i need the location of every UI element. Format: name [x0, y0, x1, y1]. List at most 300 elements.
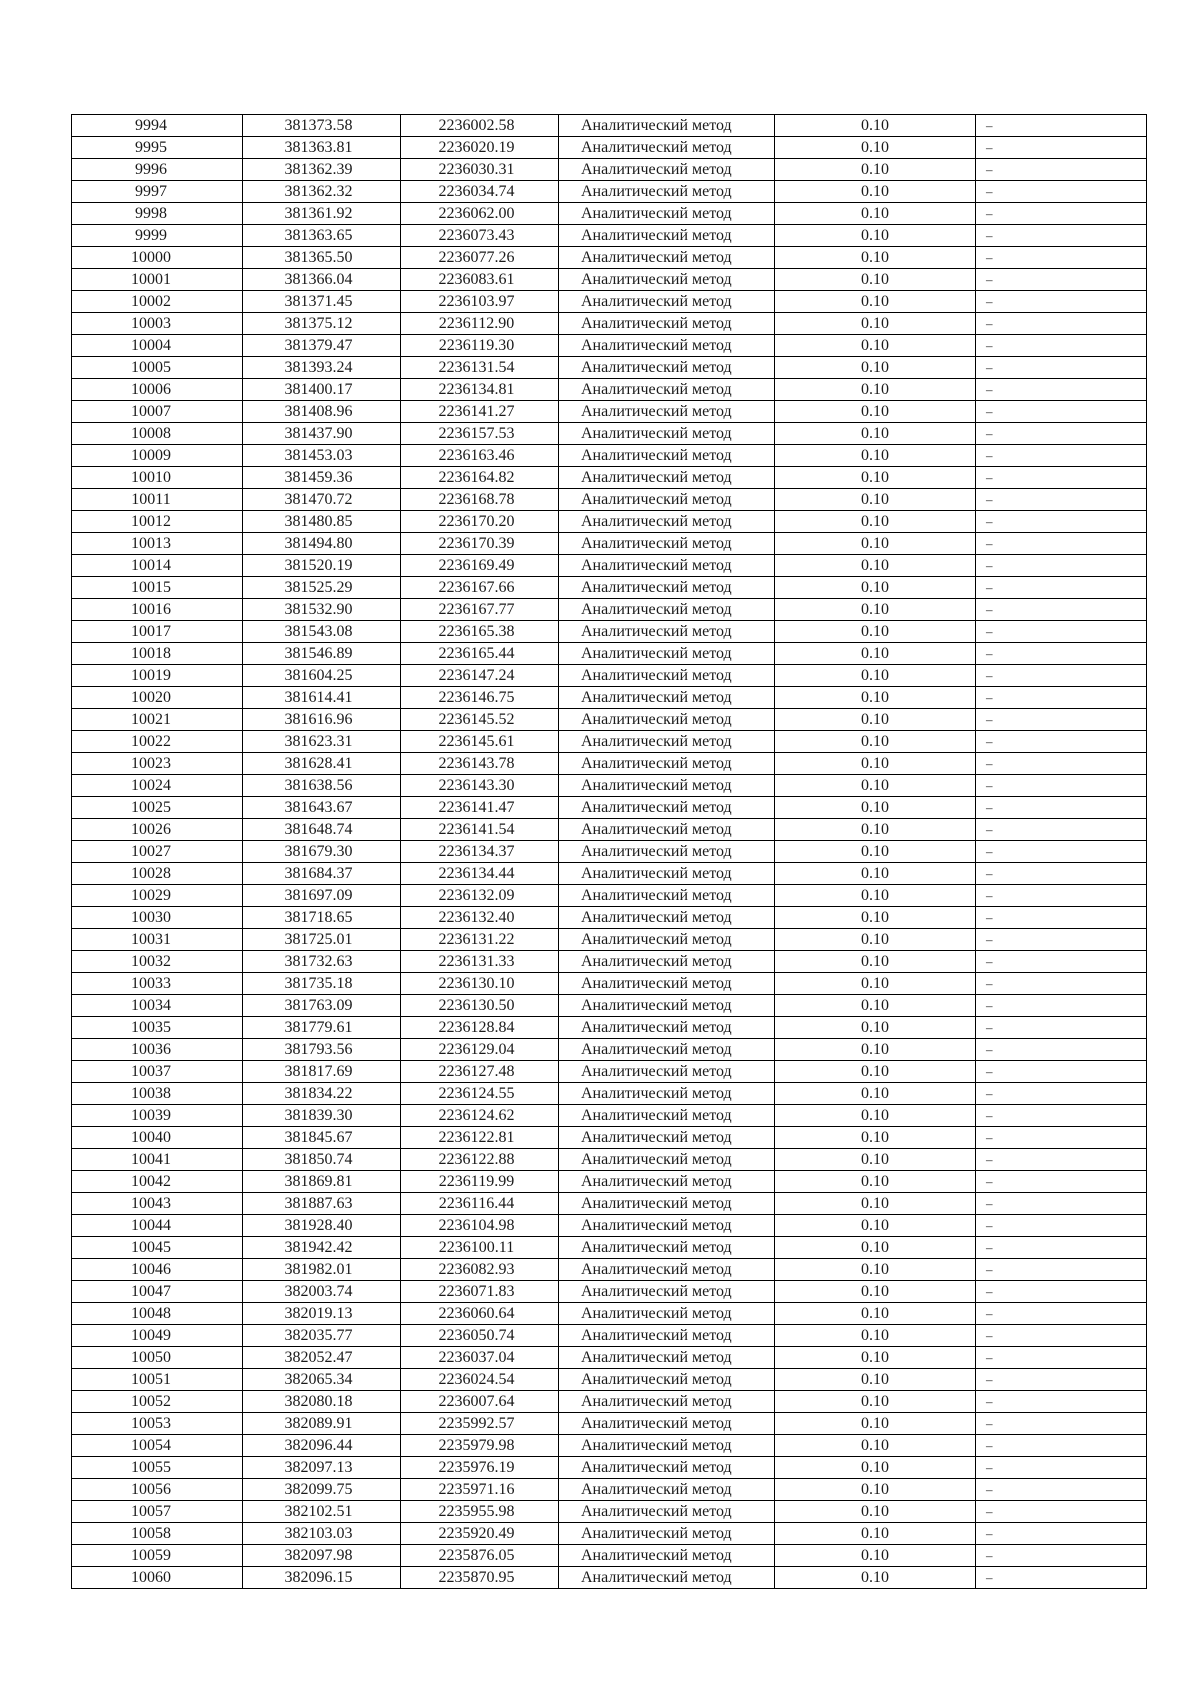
table-row	[72, 401, 1147, 423]
description-cell: –	[976, 1369, 1147, 1391]
table-row	[72, 1237, 1147, 1259]
y-coordinate-cell: 2236130.10	[401, 973, 559, 995]
method-cell: Аналитический метод	[559, 1303, 775, 1325]
point-number-cell: 10050	[72, 1347, 243, 1369]
description-cell: –	[976, 357, 1147, 379]
method-cell: Аналитический метод	[559, 1567, 775, 1589]
x-coordinate-cell: 382089.91	[243, 1413, 401, 1435]
method-cell: Аналитический метод	[559, 555, 775, 577]
coordinates-table-body	[72, 115, 1147, 1589]
method-cell: Аналитический метод	[559, 665, 775, 687]
point-number-cell: 10048	[72, 1303, 243, 1325]
y-coordinate-cell: 2236141.54	[401, 819, 559, 841]
table-row	[72, 1039, 1147, 1061]
description-cell: –	[976, 775, 1147, 797]
table-row	[72, 1105, 1147, 1127]
method-cell: Аналитический метод	[559, 225, 775, 247]
y-coordinate-cell: 2235955.98	[401, 1501, 559, 1523]
table-row	[72, 291, 1147, 313]
method-cell: Аналитический метод	[559, 1061, 775, 1083]
description-cell: –	[976, 313, 1147, 335]
y-coordinate-cell: 2236119.99	[401, 1171, 559, 1193]
y-coordinate-cell: 2235876.05	[401, 1545, 559, 1567]
y-coordinate-cell: 2236034.74	[401, 181, 559, 203]
x-coordinate-cell: 382080.18	[243, 1391, 401, 1413]
accuracy-cell: 0.10	[775, 401, 976, 423]
method-cell: Аналитический метод	[559, 313, 775, 335]
table-row	[72, 1083, 1147, 1105]
y-coordinate-cell: 2236082.93	[401, 1259, 559, 1281]
y-coordinate-cell: 2236143.30	[401, 775, 559, 797]
table-row	[72, 1369, 1147, 1391]
y-coordinate-cell: 2236129.04	[401, 1039, 559, 1061]
point-number-cell: 10007	[72, 401, 243, 423]
point-number-cell: 10009	[72, 445, 243, 467]
table-row	[72, 973, 1147, 995]
method-cell: Аналитический метод	[559, 423, 775, 445]
description-cell: –	[976, 665, 1147, 687]
accuracy-cell: 0.10	[775, 1259, 976, 1281]
description-cell: –	[976, 1237, 1147, 1259]
point-number-cell: 10018	[72, 643, 243, 665]
accuracy-cell: 0.10	[775, 753, 976, 775]
y-coordinate-cell: 2236134.44	[401, 863, 559, 885]
point-number-cell: 10002	[72, 291, 243, 313]
x-coordinate-cell: 381725.01	[243, 929, 401, 951]
table-row	[72, 1259, 1147, 1281]
description-cell: –	[976, 643, 1147, 665]
method-cell: Аналитический метод	[559, 533, 775, 555]
point-number-cell: 10052	[72, 1391, 243, 1413]
table-row	[72, 533, 1147, 555]
y-coordinate-cell: 2236145.61	[401, 731, 559, 753]
table-row	[72, 1061, 1147, 1083]
point-number-cell: 10060	[72, 1567, 243, 1589]
method-cell: Аналитический метод	[559, 775, 775, 797]
x-coordinate-cell: 381361.92	[243, 203, 401, 225]
table-row	[72, 1391, 1147, 1413]
x-coordinate-cell: 381616.96	[243, 709, 401, 731]
method-cell: Аналитический метод	[559, 445, 775, 467]
y-coordinate-cell: 2236073.43	[401, 225, 559, 247]
table-row	[72, 137, 1147, 159]
description-cell: –	[976, 423, 1147, 445]
description-cell: –	[976, 1193, 1147, 1215]
accuracy-cell: 0.10	[775, 1303, 976, 1325]
accuracy-cell: 0.10	[775, 907, 976, 929]
accuracy-cell: 0.10	[775, 1391, 976, 1413]
method-cell: Аналитический метод	[559, 1039, 775, 1061]
x-coordinate-cell: 381375.12	[243, 313, 401, 335]
y-coordinate-cell: 2236037.04	[401, 1347, 559, 1369]
point-number-cell: 9996	[72, 159, 243, 181]
method-cell: Аналитический метод	[559, 1413, 775, 1435]
accuracy-cell: 0.10	[775, 181, 976, 203]
accuracy-cell: 0.10	[775, 225, 976, 247]
method-cell: Аналитический метод	[559, 1369, 775, 1391]
method-cell: Аналитический метод	[559, 731, 775, 753]
description-cell: –	[976, 533, 1147, 555]
x-coordinate-cell: 381628.41	[243, 753, 401, 775]
table-row	[72, 1215, 1147, 1237]
description-cell: –	[976, 115, 1147, 137]
table-row	[72, 159, 1147, 181]
method-cell: Аналитический метод	[559, 137, 775, 159]
point-number-cell: 10051	[72, 1369, 243, 1391]
y-coordinate-cell: 2236030.31	[401, 159, 559, 181]
point-number-cell: 10014	[72, 555, 243, 577]
table-row	[72, 1149, 1147, 1171]
table-row	[72, 819, 1147, 841]
description-cell: –	[976, 335, 1147, 357]
accuracy-cell: 0.10	[775, 1347, 976, 1369]
description-cell: –	[976, 1501, 1147, 1523]
point-number-cell: 10012	[72, 511, 243, 533]
point-number-cell: 10017	[72, 621, 243, 643]
point-number-cell: 9999	[72, 225, 243, 247]
method-cell: Аналитический метод	[559, 973, 775, 995]
y-coordinate-cell: 2236104.98	[401, 1215, 559, 1237]
y-coordinate-cell: 2236143.78	[401, 753, 559, 775]
accuracy-cell: 0.10	[775, 555, 976, 577]
point-number-cell: 10015	[72, 577, 243, 599]
accuracy-cell: 0.10	[775, 1281, 976, 1303]
method-cell: Аналитический метод	[559, 247, 775, 269]
x-coordinate-cell: 381623.31	[243, 731, 401, 753]
accuracy-cell: 0.10	[775, 731, 976, 753]
point-number-cell: 10033	[72, 973, 243, 995]
x-coordinate-cell: 381525.29	[243, 577, 401, 599]
method-cell: Аналитический метод	[559, 1457, 775, 1479]
point-number-cell: 10054	[72, 1435, 243, 1457]
table-row	[72, 731, 1147, 753]
point-number-cell: 10058	[72, 1523, 243, 1545]
y-coordinate-cell: 2236103.97	[401, 291, 559, 313]
description-cell: –	[976, 1391, 1147, 1413]
point-number-cell: 10028	[72, 863, 243, 885]
y-coordinate-cell: 2235870.95	[401, 1567, 559, 1589]
y-coordinate-cell: 2236060.64	[401, 1303, 559, 1325]
description-cell: –	[976, 1567, 1147, 1589]
description-cell: –	[976, 1479, 1147, 1501]
y-coordinate-cell: 2236128.84	[401, 1017, 559, 1039]
x-coordinate-cell: 381887.63	[243, 1193, 401, 1215]
y-coordinate-cell: 2236083.61	[401, 269, 559, 291]
table-row	[72, 203, 1147, 225]
accuracy-cell: 0.10	[775, 841, 976, 863]
table-row	[72, 775, 1147, 797]
description-cell: –	[976, 445, 1147, 467]
method-cell: Аналитический метод	[559, 335, 775, 357]
point-number-cell: 10041	[72, 1149, 243, 1171]
accuracy-cell: 0.10	[775, 577, 976, 599]
y-coordinate-cell: 2236122.88	[401, 1149, 559, 1171]
x-coordinate-cell: 381520.19	[243, 555, 401, 577]
accuracy-cell: 0.10	[775, 357, 976, 379]
y-coordinate-cell: 2236077.26	[401, 247, 559, 269]
x-coordinate-cell: 381643.67	[243, 797, 401, 819]
x-coordinate-cell: 381697.09	[243, 885, 401, 907]
point-number-cell: 10027	[72, 841, 243, 863]
accuracy-cell: 0.10	[775, 951, 976, 973]
description-cell: –	[976, 159, 1147, 181]
table-row	[72, 181, 1147, 203]
accuracy-cell: 0.10	[775, 137, 976, 159]
point-number-cell: 10032	[72, 951, 243, 973]
point-number-cell: 10056	[72, 1479, 243, 1501]
table-row	[72, 1479, 1147, 1501]
x-coordinate-cell: 381817.69	[243, 1061, 401, 1083]
x-coordinate-cell: 381459.36	[243, 467, 401, 489]
x-coordinate-cell: 382065.34	[243, 1369, 401, 1391]
x-coordinate-cell: 381470.72	[243, 489, 401, 511]
point-number-cell: 10006	[72, 379, 243, 401]
point-number-cell: 9995	[72, 137, 243, 159]
accuracy-cell: 0.10	[775, 797, 976, 819]
table-row	[72, 1545, 1147, 1567]
x-coordinate-cell: 381371.45	[243, 291, 401, 313]
y-coordinate-cell: 2235979.98	[401, 1435, 559, 1457]
x-coordinate-cell: 381793.56	[243, 1039, 401, 1061]
method-cell: Аналитический метод	[559, 1545, 775, 1567]
x-coordinate-cell: 381366.04	[243, 269, 401, 291]
x-coordinate-cell: 381393.24	[243, 357, 401, 379]
description-cell: –	[976, 181, 1147, 203]
table-row	[72, 577, 1147, 599]
accuracy-cell: 0.10	[775, 687, 976, 709]
table-row	[72, 907, 1147, 929]
table-row	[72, 709, 1147, 731]
table-row	[72, 247, 1147, 269]
table-row	[72, 1193, 1147, 1215]
table-row	[72, 797, 1147, 819]
accuracy-cell: 0.10	[775, 863, 976, 885]
point-number-cell: 10035	[72, 1017, 243, 1039]
table-row	[72, 1303, 1147, 1325]
accuracy-cell: 0.10	[775, 643, 976, 665]
method-cell: Аналитический метод	[559, 863, 775, 885]
x-coordinate-cell: 381763.09	[243, 995, 401, 1017]
accuracy-cell: 0.10	[775, 1237, 976, 1259]
point-number-cell: 10031	[72, 929, 243, 951]
method-cell: Аналитический метод	[559, 687, 775, 709]
x-coordinate-cell: 381850.74	[243, 1149, 401, 1171]
x-coordinate-cell: 381839.30	[243, 1105, 401, 1127]
point-number-cell: 10040	[72, 1127, 243, 1149]
x-coordinate-cell: 381494.80	[243, 533, 401, 555]
accuracy-cell: 0.10	[775, 335, 976, 357]
table-row	[72, 643, 1147, 665]
x-coordinate-cell: 381732.63	[243, 951, 401, 973]
method-cell: Аналитический метод	[559, 1281, 775, 1303]
x-coordinate-cell: 381845.67	[243, 1127, 401, 1149]
x-coordinate-cell: 381546.89	[243, 643, 401, 665]
method-cell: Аналитический метод	[559, 1479, 775, 1501]
method-cell: Аналитический метод	[559, 1105, 775, 1127]
y-coordinate-cell: 2236168.78	[401, 489, 559, 511]
table-row	[72, 753, 1147, 775]
x-coordinate-cell: 381834.22	[243, 1083, 401, 1105]
description-cell: –	[976, 1127, 1147, 1149]
y-coordinate-cell: 2236131.33	[401, 951, 559, 973]
accuracy-cell: 0.10	[775, 665, 976, 687]
x-coordinate-cell: 381408.96	[243, 401, 401, 423]
point-number-cell: 10034	[72, 995, 243, 1017]
table-row	[72, 1127, 1147, 1149]
table-row	[72, 115, 1147, 137]
coordinates-table	[71, 114, 1147, 1589]
x-coordinate-cell: 381638.56	[243, 775, 401, 797]
point-number-cell: 9997	[72, 181, 243, 203]
point-number-cell: 10055	[72, 1457, 243, 1479]
point-number-cell: 10008	[72, 423, 243, 445]
y-coordinate-cell: 2236134.81	[401, 379, 559, 401]
point-number-cell: 10042	[72, 1171, 243, 1193]
accuracy-cell: 0.10	[775, 379, 976, 401]
y-coordinate-cell: 2236141.47	[401, 797, 559, 819]
y-coordinate-cell: 2236167.66	[401, 577, 559, 599]
point-number-cell: 10005	[72, 357, 243, 379]
accuracy-cell: 0.10	[775, 885, 976, 907]
description-cell: –	[976, 1259, 1147, 1281]
table-row	[72, 1347, 1147, 1369]
description-cell: –	[976, 1347, 1147, 1369]
x-coordinate-cell: 381543.08	[243, 621, 401, 643]
method-cell: Аналитический метод	[559, 1127, 775, 1149]
point-number-cell: 10022	[72, 731, 243, 753]
table-row	[72, 951, 1147, 973]
accuracy-cell: 0.10	[775, 1215, 976, 1237]
accuracy-cell: 0.10	[775, 445, 976, 467]
accuracy-cell: 0.10	[775, 1149, 976, 1171]
x-coordinate-cell: 381684.37	[243, 863, 401, 885]
table-row	[72, 1523, 1147, 1545]
method-cell: Аналитический метод	[559, 1215, 775, 1237]
x-coordinate-cell: 381679.30	[243, 841, 401, 863]
description-cell: –	[976, 225, 1147, 247]
method-cell: Аналитический метод	[559, 885, 775, 907]
x-coordinate-cell: 381437.90	[243, 423, 401, 445]
method-cell: Аналитический метод	[559, 907, 775, 929]
method-cell: Аналитический метод	[559, 1391, 775, 1413]
y-coordinate-cell: 2236132.09	[401, 885, 559, 907]
table-row	[72, 885, 1147, 907]
point-number-cell: 10044	[72, 1215, 243, 1237]
method-cell: Аналитический метод	[559, 1083, 775, 1105]
point-number-cell: 10036	[72, 1039, 243, 1061]
accuracy-cell: 0.10	[775, 313, 976, 335]
description-cell: –	[976, 1039, 1147, 1061]
x-coordinate-cell: 381373.58	[243, 115, 401, 137]
y-coordinate-cell: 2236131.54	[401, 357, 559, 379]
y-coordinate-cell: 2236119.30	[401, 335, 559, 357]
accuracy-cell: 0.10	[775, 1435, 976, 1457]
method-cell: Аналитический метод	[559, 203, 775, 225]
y-coordinate-cell: 2236165.38	[401, 621, 559, 643]
accuracy-cell: 0.10	[775, 467, 976, 489]
point-number-cell: 10045	[72, 1237, 243, 1259]
point-number-cell: 10030	[72, 907, 243, 929]
point-number-cell: 10025	[72, 797, 243, 819]
point-number-cell: 10023	[72, 753, 243, 775]
accuracy-cell: 0.10	[775, 1105, 976, 1127]
x-coordinate-cell: 381363.65	[243, 225, 401, 247]
accuracy-cell: 0.10	[775, 1479, 976, 1501]
y-coordinate-cell: 2236147.24	[401, 665, 559, 687]
method-cell: Аналитический метод	[559, 577, 775, 599]
table-row	[72, 665, 1147, 687]
table-row	[72, 1017, 1147, 1039]
table-row	[72, 621, 1147, 643]
table-row	[72, 313, 1147, 335]
x-coordinate-cell: 382099.75	[243, 1479, 401, 1501]
table-row	[72, 1325, 1147, 1347]
y-coordinate-cell: 2236170.20	[401, 511, 559, 533]
method-cell: Аналитический метод	[559, 797, 775, 819]
accuracy-cell: 0.10	[775, 621, 976, 643]
x-coordinate-cell: 381362.32	[243, 181, 401, 203]
description-cell: –	[976, 863, 1147, 885]
y-coordinate-cell: 2236116.44	[401, 1193, 559, 1215]
y-coordinate-cell: 2235976.19	[401, 1457, 559, 1479]
accuracy-cell: 0.10	[775, 1039, 976, 1061]
y-coordinate-cell: 2236169.49	[401, 555, 559, 577]
y-coordinate-cell: 2236164.82	[401, 467, 559, 489]
point-number-cell: 10003	[72, 313, 243, 335]
y-coordinate-cell: 2236007.64	[401, 1391, 559, 1413]
x-coordinate-cell: 382035.77	[243, 1325, 401, 1347]
accuracy-cell: 0.10	[775, 973, 976, 995]
description-cell: –	[976, 929, 1147, 951]
accuracy-cell: 0.10	[775, 1413, 976, 1435]
accuracy-cell: 0.10	[775, 599, 976, 621]
accuracy-cell: 0.10	[775, 1501, 976, 1523]
method-cell: Аналитический метод	[559, 1237, 775, 1259]
method-cell: Аналитический метод	[559, 643, 775, 665]
description-cell: –	[976, 621, 1147, 643]
description-cell: –	[976, 753, 1147, 775]
y-coordinate-cell: 2236130.50	[401, 995, 559, 1017]
method-cell: Аналитический метод	[559, 819, 775, 841]
x-coordinate-cell: 381942.42	[243, 1237, 401, 1259]
table-row	[72, 995, 1147, 1017]
method-cell: Аналитический метод	[559, 181, 775, 203]
description-cell: –	[976, 599, 1147, 621]
x-coordinate-cell: 381982.01	[243, 1259, 401, 1281]
table-row	[72, 1413, 1147, 1435]
table-row	[72, 599, 1147, 621]
description-cell: –	[976, 1325, 1147, 1347]
description-cell: –	[976, 247, 1147, 269]
x-coordinate-cell: 382019.13	[243, 1303, 401, 1325]
point-number-cell: 10026	[72, 819, 243, 841]
method-cell: Аналитический метод	[559, 929, 775, 951]
x-coordinate-cell: 381362.39	[243, 159, 401, 181]
y-coordinate-cell: 2236134.37	[401, 841, 559, 863]
method-cell: Аналитический метод	[559, 115, 775, 137]
table-row	[72, 863, 1147, 885]
x-coordinate-cell: 381718.65	[243, 907, 401, 929]
accuracy-cell: 0.10	[775, 247, 976, 269]
table-row	[72, 555, 1147, 577]
table-row	[72, 379, 1147, 401]
description-cell: –	[976, 1083, 1147, 1105]
y-coordinate-cell: 2236141.27	[401, 401, 559, 423]
point-number-cell: 10011	[72, 489, 243, 511]
method-cell: Аналитический метод	[559, 379, 775, 401]
table-row	[72, 225, 1147, 247]
y-coordinate-cell: 2236167.77	[401, 599, 559, 621]
